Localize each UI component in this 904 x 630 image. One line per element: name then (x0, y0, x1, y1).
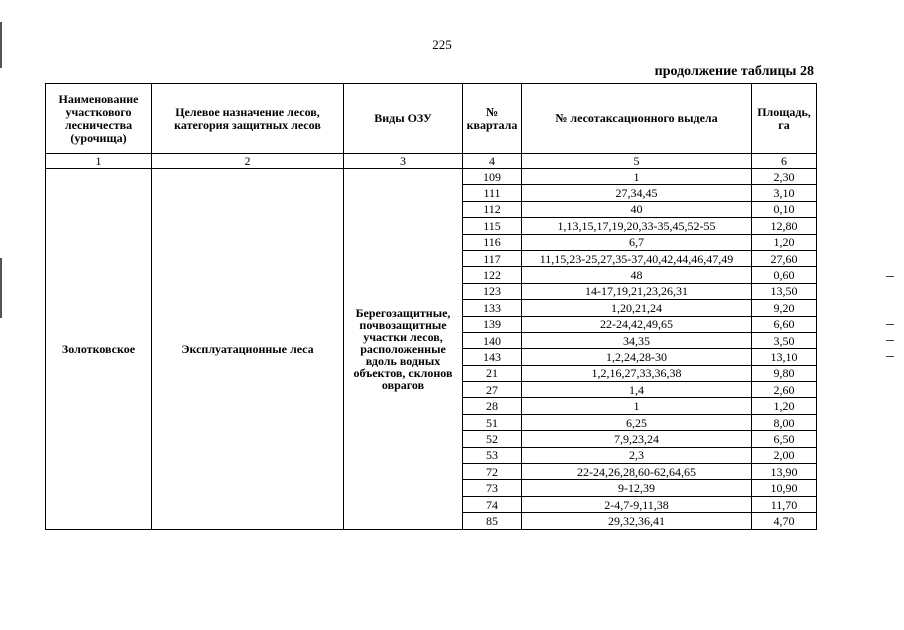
plots-cell: 1,4 (522, 382, 752, 398)
plots-cell: 22-24,26,28,60-62,64,65 (522, 464, 752, 480)
forest-plots-table (45, 83, 817, 530)
table-continuation-label: продолжение таблицы 28 (654, 64, 814, 79)
page-number: 225 (432, 37, 452, 52)
margin-mark (886, 276, 894, 277)
quarter-cell: 72 (463, 464, 522, 480)
area-cell: 9,20 (752, 300, 817, 316)
margin-mark (886, 340, 894, 341)
area-cell: 6,50 (752, 431, 817, 447)
area-cell: 2,00 (752, 447, 817, 463)
plots-cell: 2,3 (522, 447, 752, 463)
column-number: 4 (463, 154, 522, 169)
area-cell: 1,20 (752, 234, 817, 250)
area-cell: 3,50 (752, 332, 817, 348)
quarter-cell: 122 (463, 267, 522, 283)
quarter-cell: 27 (463, 382, 522, 398)
area-cell: 9,80 (752, 365, 817, 381)
area-cell: 2,30 (752, 169, 817, 185)
margin-mark (886, 356, 894, 357)
plots-cell: 1 (522, 398, 752, 414)
area-cell: 2,60 (752, 382, 817, 398)
quarter-cell: 28 (463, 398, 522, 414)
plots-cell: 27,34,45 (522, 185, 752, 201)
plots-cell: 11,15,23-25,27,35-37,40,42,44,46,47,49 (522, 250, 752, 266)
quarter-cell: 139 (463, 316, 522, 332)
area-cell: 12,80 (752, 218, 817, 234)
header-ozu-type: Виды ОЗУ (344, 84, 463, 154)
area-cell: 6,60 (752, 316, 817, 332)
purpose-cell: Эксплуатационные леса (152, 169, 344, 530)
quarter-cell: 112 (463, 201, 522, 217)
area-cell: 11,70 (752, 496, 817, 512)
column-number-row (46, 154, 817, 169)
plots-cell: 1,20,21,24 (522, 300, 752, 316)
plots-cell: 22-24,42,49,65 (522, 316, 752, 332)
ozu-type-cell: Берегозащитные, почвозащитные участки лесов, расположенные вдоль водных объектов, склонов оврагов (344, 169, 463, 530)
plots-cell: 9-12,39 (522, 480, 752, 496)
header-quarter: № квартала (463, 84, 522, 154)
area-cell: 10,90 (752, 480, 817, 496)
quarter-cell: 74 (463, 496, 522, 512)
table-header-row (46, 84, 817, 154)
header-plots: № лесотаксационного выдела (522, 84, 752, 154)
area-cell: 8,00 (752, 414, 817, 430)
area-cell: 0,10 (752, 201, 817, 217)
quarter-cell: 116 (463, 234, 522, 250)
quarter-cell: 109 (463, 169, 522, 185)
column-number: 1 (46, 154, 152, 169)
quarter-cell: 143 (463, 349, 522, 365)
quarter-cell: 133 (463, 300, 522, 316)
quarter-cell: 52 (463, 431, 522, 447)
plots-cell: 6,7 (522, 234, 752, 250)
header-area: Площадь, га (752, 84, 817, 154)
plots-cell: 1 (522, 169, 752, 185)
plots-cell: 29,32,36,41 (522, 513, 752, 529)
plots-cell: 34,35 (522, 332, 752, 348)
column-number: 2 (152, 154, 344, 169)
quarter-cell: 111 (463, 185, 522, 201)
plots-cell: 48 (522, 267, 752, 283)
column-number: 6 (752, 154, 817, 169)
area-cell: 0,60 (752, 267, 817, 283)
table-row (46, 169, 817, 185)
quarter-cell: 51 (463, 414, 522, 430)
plots-cell: 2-4,7-9,11,38 (522, 496, 752, 512)
plots-cell: 1,2,24,28-30 (522, 349, 752, 365)
margin-mark (886, 324, 894, 325)
quarter-cell: 115 (463, 218, 522, 234)
plots-cell: 6,25 (522, 414, 752, 430)
plots-cell: 7,9,23,24 (522, 431, 752, 447)
area-cell: 13,90 (752, 464, 817, 480)
quarter-cell: 117 (463, 250, 522, 266)
column-number: 3 (344, 154, 463, 169)
quarter-cell: 73 (463, 480, 522, 496)
area-cell: 1,20 (752, 398, 817, 414)
forestry-cell: Золотковское (46, 169, 152, 530)
plots-cell: 1,13,15,17,19,20,33-35,45,52-55 (522, 218, 752, 234)
quarter-cell: 21 (463, 365, 522, 381)
quarter-cell: 53 (463, 447, 522, 463)
quarter-cell: 140 (463, 332, 522, 348)
quarter-cell: 123 (463, 283, 522, 299)
header-purpose: Целевое назначение лесов, категория защитных лесов (152, 84, 344, 154)
quarter-cell: 85 (463, 513, 522, 529)
plots-cell: 40 (522, 201, 752, 217)
column-number: 5 (522, 154, 752, 169)
header-forestry: Наименование участкового лесничества (урочища) (46, 84, 152, 154)
plots-cell: 14-17,19,21,23,26,31 (522, 283, 752, 299)
area-cell: 3,10 (752, 185, 817, 201)
area-cell: 13,50 (752, 283, 817, 299)
scan-edge-mark (0, 258, 2, 318)
area-cell: 27,60 (752, 250, 817, 266)
plots-cell: 1,2,16,27,33,36,38 (522, 365, 752, 381)
area-cell: 13,10 (752, 349, 817, 365)
area-cell: 4,70 (752, 513, 817, 529)
